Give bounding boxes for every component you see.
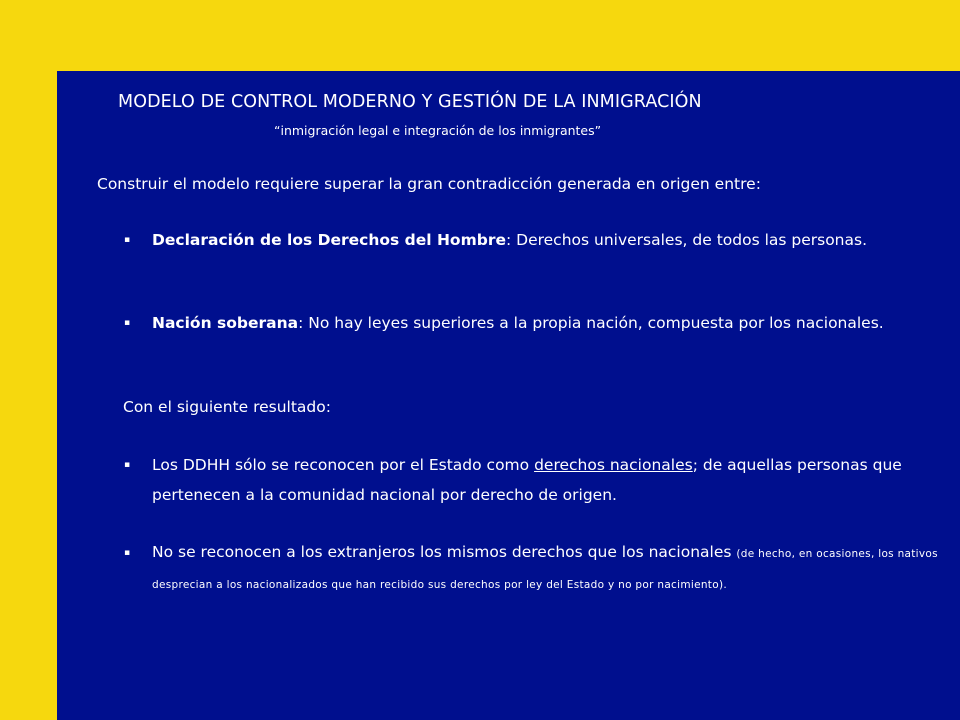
bullet-small-note: (de hecho, en ocasiones, los nativos desprecian a los nacionalizados que han recibido sus derechos por ley del Estado y no por nacimiento). [152,548,938,591]
slide-title: MODELO DE CONTROL MODERNO Y GESTIÓN DE LA INMIGRACIÓN [118,92,702,112]
intro-text: Construir el modelo requiere superar la gran contradicción generada en origen entre: [97,175,761,193]
slide-panel [57,71,960,720]
bullet-marker-icon: ▪ [124,460,131,470]
bullet-item [124,538,942,600]
bullet-text: : Derechos universales, de todos las personas. [505,231,868,249]
bullet-marker-icon: ▪ [124,318,131,328]
bullet-item [124,450,942,510]
bullet-text: ; de aquellas personas que pertenecen a la comunidad nacional por derecho de origen. [152,456,902,504]
bullet-item [124,225,942,255]
bullet-item [124,308,942,338]
bullet-bold-term: Declaración de los Derechos del Hombre [152,231,506,249]
result-label: Con el siguiente resultado: [123,398,331,416]
bullet-text: No se reconocen a los extranjeros los mismos derechos que los nacionales [152,543,737,561]
underlined-term: derechos nacionales [534,456,693,474]
bullet-marker-icon: ▪ [124,548,131,558]
bullet-marker-icon: ▪ [124,235,131,245]
bullet-text: Los DDHH sólo se reconocen por el Estado como [152,456,535,474]
bullet-text: : No hay leyes superiores a la propia nación, compuesta por los nacionales. [298,314,884,332]
slide-subtitle: “inmigración legal e integración de los inmigrantes” [274,123,602,138]
bullet-bold-term: Nación soberana [152,314,299,332]
